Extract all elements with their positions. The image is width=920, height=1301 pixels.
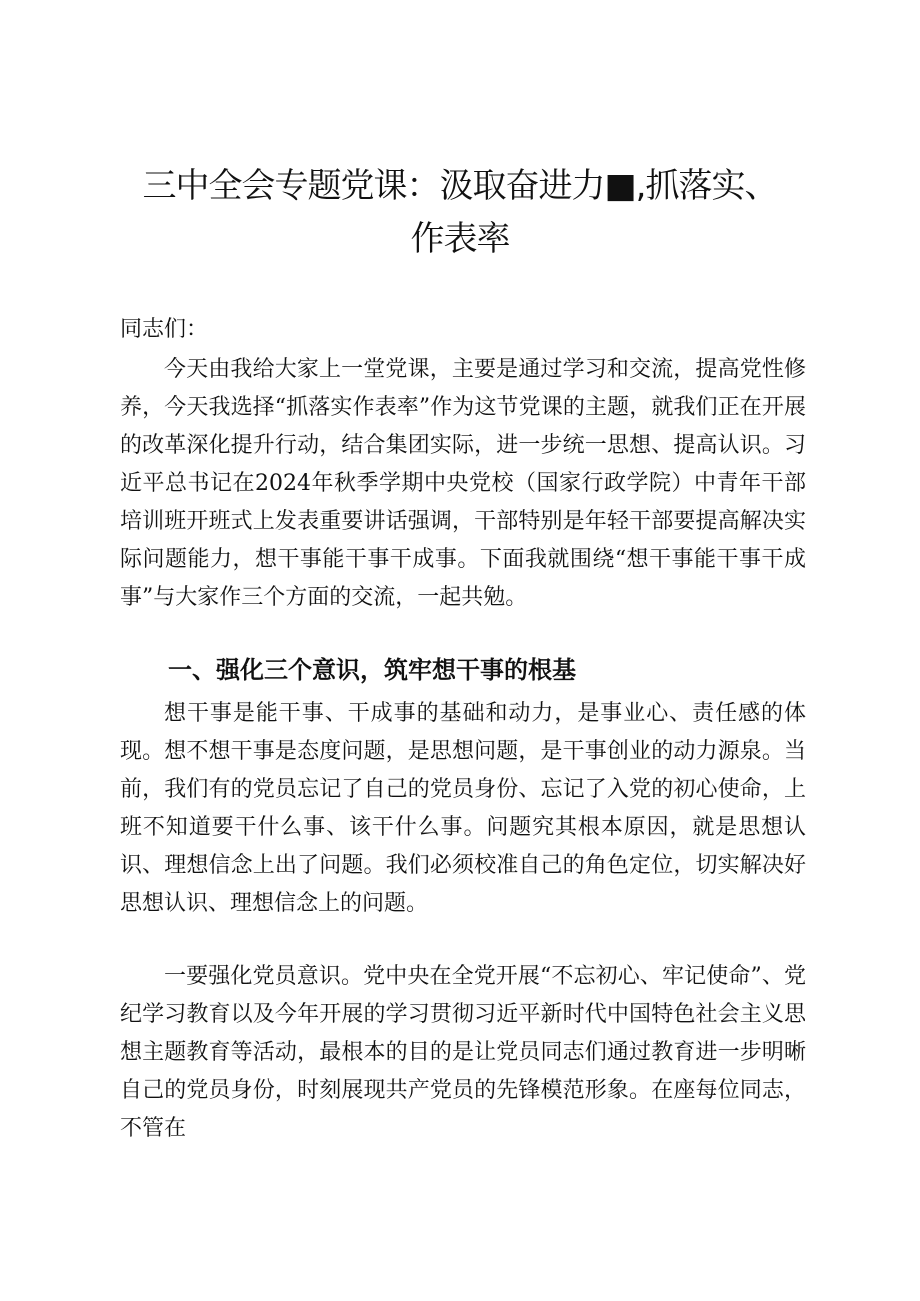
paragraph-party-awareness: 一要强化党员意识。党中央在全党开展“不忘初心、牢记使命”、党纪学习教育以及今年开展的学习贯彻习近平新时代中国特色社会主义思想主题教育等活动，最根本的目的是让党员同志们通过教育进一步明晰自己的党员身份，时刻展现共产党员的先锋模范形象。在座每位同志，不管在 [120, 964, 806, 1141]
document-title-line-1: 三中全会专题党课：汲取奋进力■,抓落实、 [142, 166, 778, 206]
greeting: 同志们： [120, 317, 209, 342]
document-title-line-2: 作表率 [410, 219, 510, 259]
paragraph-intro: 今天由我给大家上一堂党课，主要是通过学习和交流，提高党性修养，今天我选择“抓落实作表率”作为这节党课的主题，就我们正在开展的改革深化提升行动，结合集团实际，进一步统一思想、提高认识。习近平总书记在2024年秋季学期中央党校（国家行政学院）中青年干部培训班开班式上发表重要讲话强调，干部特别是年轻干部要提高解决实际问题能力，想干事能干事干成事。下面我就围绕“想干事能干事干成事”与大家作三个方面的交流，一起共勉。 [120, 357, 806, 610]
paragraph-section-body: 想干事是能干事、干成事的基础和动力，是事业心、责任感的体现。想不想干事是态度问题，是思想问题，是干事创业的动力源泉。当前，我们有的党员忘记了自己的党员身份、忘记了入党的初心使命，上班不知道要干什么事、该干什么事。问题究其根本原因，就是思想认识、理想信念上出了问题。我们必须校准自己的角色定位，切实解决好思想认识、理想信念上的问题。 [120, 701, 806, 916]
section-heading: 一、强化三个意识，筑牢想干事的根基 [168, 656, 576, 684]
